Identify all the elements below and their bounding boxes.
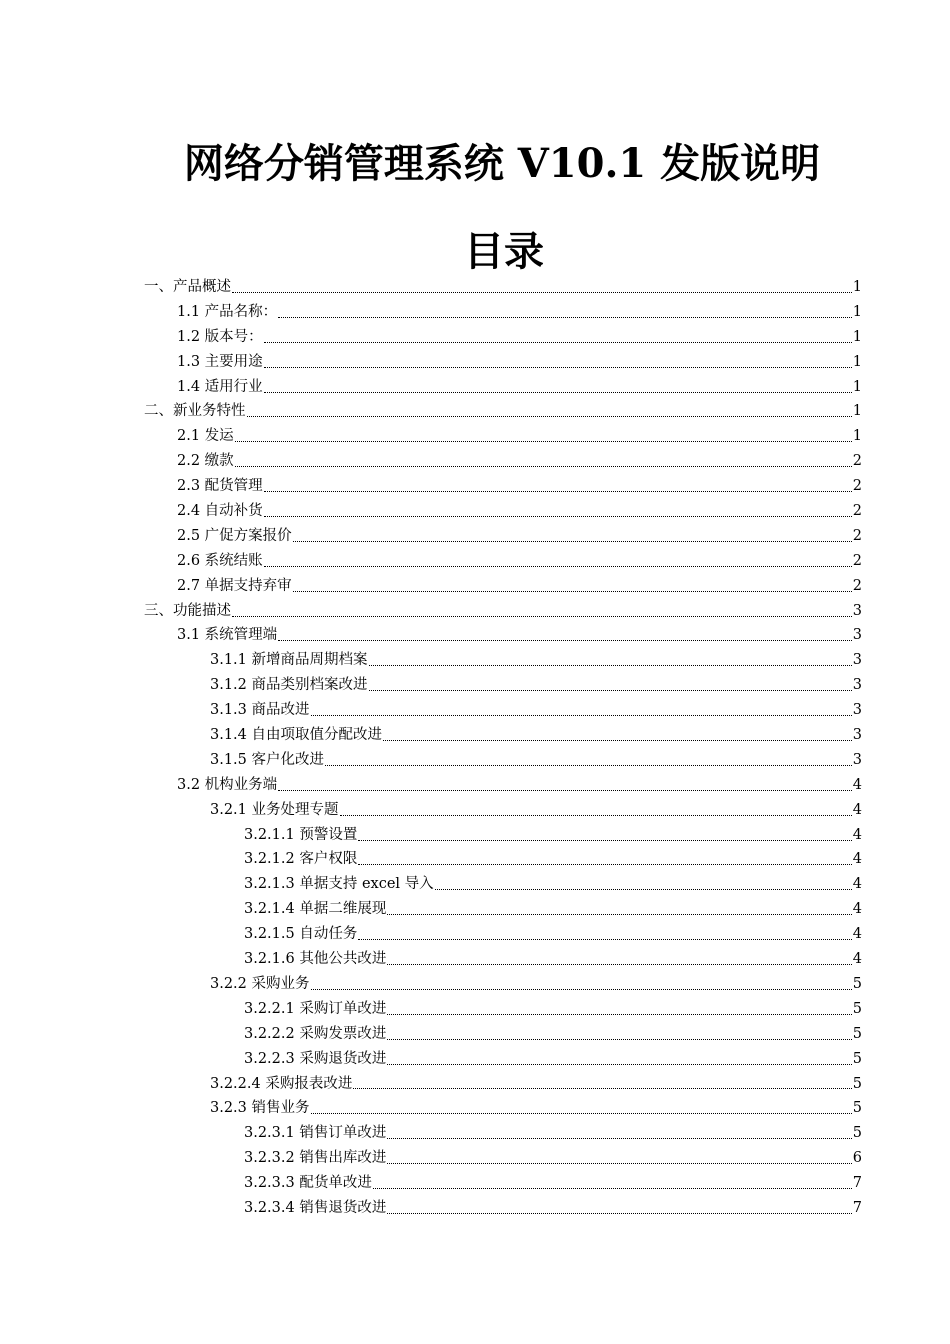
toc-heading: 目录: [464, 228, 544, 275]
toc-entry[interactable]: [144, 847, 862, 872]
toc-entry-page-number: 5: [852, 1075, 862, 1092]
toc-entry[interactable]: [144, 798, 862, 823]
toc-entry-page-number: 1: [852, 403, 862, 420]
toc-dot-leader: [387, 964, 851, 965]
toc-entry-page-number: 4: [852, 901, 862, 918]
toc-entry-label: 1.2 版本号：: [177, 328, 263, 345]
toc-entry[interactable]: [144, 524, 862, 549]
toc-entry[interactable]: [144, 1171, 862, 1196]
toc-dot-leader: [264, 516, 852, 517]
toc-entry-page-number: 5: [852, 1125, 862, 1142]
toc-dot-leader: [235, 466, 852, 467]
toc-dot-leader: [264, 392, 852, 393]
toc-entry-label: 3.1.2 商品类别档案改进: [210, 677, 368, 694]
toc-entry[interactable]: [144, 300, 862, 325]
toc-entry[interactable]: [144, 1196, 862, 1221]
toc-dot-leader: [264, 491, 852, 492]
toc-entry[interactable]: [144, 922, 862, 947]
toc-entry-label: 2.4 自动补货: [177, 503, 263, 520]
toc-entry-label: 3.1.3 商品改进: [210, 702, 310, 719]
toc-dot-leader: [387, 1014, 851, 1015]
toc-dot-leader: [387, 1138, 851, 1139]
toc-entry-label: 3.2.3.1 销售订单改进: [244, 1125, 387, 1142]
toc-entry-page-number: 1: [852, 303, 862, 320]
toc-dot-leader: [325, 765, 852, 766]
toc-entry-label: 3.2.2 采购业务: [210, 975, 310, 992]
toc-dot-leader: [311, 989, 852, 990]
toc-entry-label: 3.2.3.3 配货单改进: [244, 1175, 372, 1192]
toc-dot-leader: [340, 815, 852, 816]
toc-entry[interactable]: [144, 574, 862, 599]
table-of-contents: [144, 275, 862, 1221]
toc-entry-page-number: 4: [852, 951, 862, 968]
toc-entry[interactable]: [144, 748, 862, 773]
toc-entry-page-number: 4: [852, 876, 862, 893]
toc-entry[interactable]: [144, 698, 862, 723]
toc-dot-leader: [387, 1163, 851, 1164]
toc-entry[interactable]: [144, 599, 862, 624]
toc-entry-page-number: 5: [852, 975, 862, 992]
toc-entry[interactable]: [144, 897, 862, 922]
toc-entry-label: 3.2.1.5 自动任务: [244, 926, 358, 943]
toc-entry-label: 3.2.3.4 销售退货改进: [244, 1199, 387, 1216]
toc-dot-leader: [383, 740, 852, 741]
toc-entry-page-number: 1: [852, 428, 862, 445]
toc-dot-leader: [373, 1188, 852, 1189]
toc-entry-page-number: 2: [852, 453, 862, 470]
toc-dot-leader: [358, 939, 851, 940]
toc-dot-leader: [264, 566, 852, 567]
toc-entry-page-number: 4: [852, 776, 862, 793]
toc-dot-leader: [232, 292, 852, 293]
toc-entry[interactable]: [144, 1146, 862, 1171]
toc-entry-page-number: 3: [852, 751, 862, 768]
toc-dot-leader: [278, 790, 852, 791]
toc-entry-page-number: 2: [852, 577, 862, 594]
toc-entry[interactable]: [144, 947, 862, 972]
toc-entry-page-number: 3: [852, 727, 862, 744]
toc-entry-page-number: 3: [852, 702, 862, 719]
toc-entry-label: 2.2 缴款: [177, 453, 234, 470]
toc-entry[interactable]: [144, 449, 862, 474]
toc-entry[interactable]: [144, 424, 862, 449]
toc-dot-leader: [293, 541, 852, 542]
toc-entry[interactable]: [144, 773, 862, 798]
toc-entry-label: 3.2.2.1 采购订单改进: [244, 1000, 387, 1017]
toc-entry-page-number: 4: [852, 926, 862, 943]
toc-dot-leader: [387, 1064, 851, 1065]
toc-entry[interactable]: [144, 474, 862, 499]
toc-entry[interactable]: [144, 350, 862, 375]
toc-entry-label: 2.7 单据支持弃审: [177, 577, 292, 594]
toc-entry-label: 3.2.2.4 采购报表改进: [210, 1075, 353, 1092]
toc-entry[interactable]: [144, 275, 862, 300]
toc-entry-label: 3.2.1.1 预警设置: [244, 826, 358, 843]
toc-entry-page-number: 3: [852, 652, 862, 669]
toc-entry-label: 3.2.2.2 采购发票改进: [244, 1025, 387, 1042]
toc-entry-label: 3.2.1.6 其他公共改进: [244, 951, 387, 968]
toc-entry-page-number: 1: [852, 353, 862, 370]
toc-dot-leader: [369, 665, 852, 666]
toc-entry-page-number: 5: [852, 1050, 862, 1067]
toc-entry[interactable]: [144, 1121, 862, 1146]
toc-entry-label: 二、新业务特性: [144, 403, 246, 420]
toc-entry-page-number: 5: [852, 1025, 862, 1042]
toc-entry-page-number: 2: [852, 527, 862, 544]
toc-entry-page-number: 3: [852, 602, 862, 619]
toc-entry-page-number: 1: [852, 378, 862, 395]
toc-dot-leader: [387, 914, 851, 915]
toc-dot-leader: [435, 889, 852, 890]
toc-entry[interactable]: [144, 623, 862, 648]
toc-entry-page-number: 1: [852, 328, 862, 345]
toc-entry-label: 3.1.1 新增商品周期档案: [210, 652, 368, 669]
toc-entry-page-number: 4: [852, 801, 862, 818]
toc-entry-page-number: 2: [852, 552, 862, 569]
toc-entry-label: 1.3 主要用途: [177, 353, 263, 370]
toc-entry[interactable]: [144, 997, 862, 1022]
toc-dot-leader: [387, 1213, 851, 1214]
toc-entry[interactable]: [144, 648, 862, 673]
toc-entry-label: 3.2.1 业务处理专题: [210, 801, 339, 818]
toc-entry[interactable]: [144, 673, 862, 698]
toc-dot-leader: [387, 1039, 851, 1040]
toc-entry-label: 2.1 发运: [177, 428, 234, 445]
toc-dot-leader: [264, 342, 852, 343]
toc-entry-label: 3.2.2.3 采购退货改进: [244, 1050, 387, 1067]
toc-entry[interactable]: [144, 399, 862, 424]
toc-entry-label: 3.2.3 销售业务: [210, 1100, 310, 1117]
toc-entry-label: 3.2 机构业务端: [177, 776, 278, 793]
toc-entry[interactable]: [144, 549, 862, 574]
toc-dot-leader: [311, 715, 852, 716]
toc-entry-page-number: 3: [852, 627, 862, 644]
toc-entry-page-number: 7: [852, 1199, 862, 1216]
toc-dot-leader: [235, 441, 852, 442]
toc-entry[interactable]: [144, 823, 862, 848]
toc-entry-page-number: 1: [852, 279, 862, 295]
toc-entry-label: 3.2.1.2 客户权限: [244, 851, 358, 868]
toc-entry-page-number: 2: [852, 503, 862, 520]
toc-entry[interactable]: [144, 723, 862, 748]
toc-entry-label: 3.1 系统管理端: [177, 627, 278, 644]
toc-entry[interactable]: [144, 499, 862, 524]
toc-entry-page-number: 4: [852, 826, 862, 843]
toc-entry-label: 三、功能描述: [144, 602, 231, 619]
toc-entry[interactable]: [144, 1047, 862, 1072]
document-title: 网络分销管理系统 V10.1 发版说明: [183, 140, 821, 187]
toc-entry-label: 3.2.1.4 单据二维展现: [244, 901, 387, 918]
toc-entry-page-number: 5: [852, 1100, 862, 1117]
toc-entry-label: 3.1.4 自由项取值分配改进: [210, 727, 383, 744]
toc-dot-leader: [293, 591, 852, 592]
toc-dot-leader: [369, 690, 852, 691]
toc-entry[interactable]: [144, 1022, 862, 1047]
toc-entry-page-number: 4: [852, 851, 862, 868]
toc-dot-leader: [232, 616, 852, 617]
toc-entry-page-number: 2: [852, 478, 862, 495]
toc-dot-leader: [358, 864, 851, 865]
toc-entry-page-number: 7: [852, 1175, 862, 1192]
toc-entry-page-number: 3: [852, 677, 862, 694]
toc-entry-page-number: 5: [852, 1000, 862, 1017]
toc-entry[interactable]: [144, 325, 862, 350]
toc-entry-label: 1.4 适用行业: [177, 378, 263, 395]
toc-entry[interactable]: [144, 1096, 862, 1121]
toc-dot-leader: [264, 367, 852, 368]
toc-entry-label: 2.3 配货管理: [177, 478, 263, 495]
toc-entry-label: 3.1.5 客户化改进: [210, 751, 325, 768]
toc-entry[interactable]: [144, 1072, 862, 1097]
toc-dot-leader: [247, 416, 852, 417]
toc-entry[interactable]: [144, 972, 862, 997]
toc-dot-leader: [278, 640, 852, 641]
toc-dot-leader: [358, 840, 851, 841]
toc-dot-leader: [353, 1088, 851, 1089]
toc-entry[interactable]: [144, 375, 862, 400]
toc-entry-label: 2.5 广促方案报价: [177, 527, 292, 544]
toc-entry-label: 2.6 系统结账: [177, 552, 263, 569]
toc-entry-page-number: 6: [852, 1150, 862, 1167]
toc-entry-label: 3.2.1.3 单据支持 excel 导入: [244, 876, 434, 893]
toc-entry-label: 一、产品概述: [144, 279, 231, 295]
toc-entry-label: 3.2.3.2 销售出库改进: [244, 1150, 387, 1167]
toc-dot-leader: [278, 317, 852, 318]
toc-entry[interactable]: [144, 872, 862, 897]
toc-dot-leader: [311, 1113, 852, 1114]
toc-entry-label: 1.1 产品名称：: [177, 303, 278, 320]
